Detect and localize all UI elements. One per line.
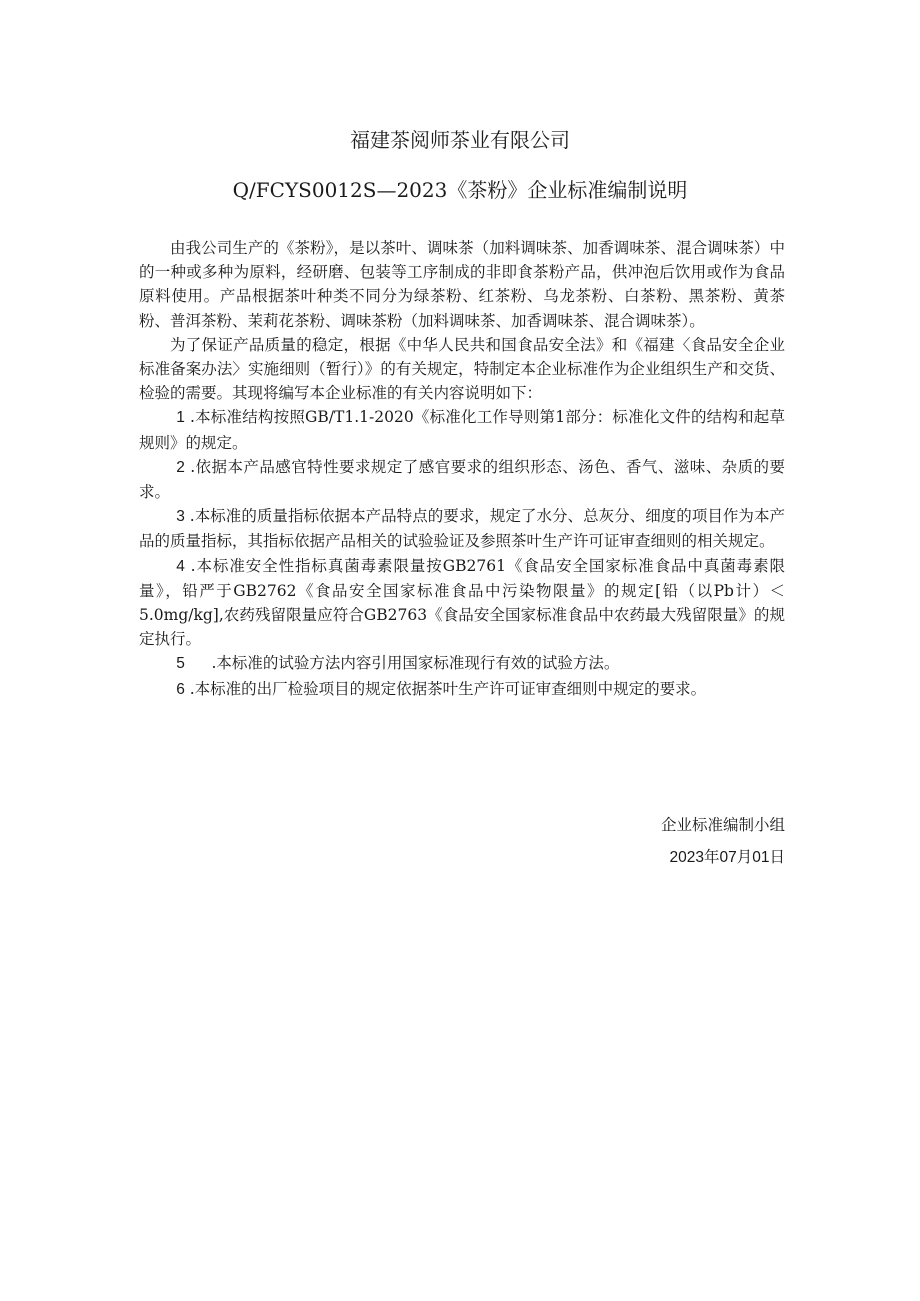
intro-paragraph-2: 为了保证产品质量的稳定，根据《中华人民共和国食品安全法》和《福建〈食品安全企业标准备案办法〉实施细则（暂行）》的有关规定，特制定本企业标准作为企业组织生产和交货、检验的需要。其现将编写本企业标准的有关内容说明如下： xyxy=(139,335,785,403)
item-text: .本标准的试验方法内容引用国家标准现行有效的试验方法。 xyxy=(211,654,620,673)
item-text: .本标准结构按照GB/T1.1-2020《标准化工作导则第1部分：标准化文件的结构和起草规则》的规定。 xyxy=(139,408,785,452)
item-text: .本标准安全性指标真菌毒素限量按GB2761《食品安全国家标准食品中真菌毒素限量》，铅严于GB2762《食品安全国家标准食品中污染物限量》的规定[铅（以Pb计）＜5.0mg/kg],农药残留限量应符合GB2763《食品安全国家标准食品中农药最大残留限量》的规定执行。 xyxy=(139,556,785,649)
list-item-1 xyxy=(139,405,785,454)
item-number: 5 xyxy=(176,655,185,673)
intro-paragraph-1: 由我公司生产的《茶粉》，是以茶叶、调味茶（加料调味茶、加香调味茶、混合调味茶）中的一种或多种为原料，经研磨、包装等工序制成的非即食茶粉产品，供冲泡后饮用或作为食品原料使用。产品根据茶叶种类不同分为绿茶粉、红茶粉、乌龙茶粉、白茶粉、黑茶粉、黄茶粉、普洱茶粉、茉莉花茶粉、调味茶粉（加料调味茶、加香调味茶、混合调味茶）。 xyxy=(139,239,785,330)
list-item-3 xyxy=(139,504,785,553)
item-text: .依据本产品感官特性要求规定了感官要求的组织形态、汤色、香气、滋味、杂质的要求。 xyxy=(139,457,785,502)
list-item-5 xyxy=(139,651,785,676)
item-text: .本标准的质量指标依据本产品特点的要求，规定了水分、总灰分、细度的项目作为本产品的质量指标，其指标依据产品相关的试验验证及参照茶叶生产许可证审查细则的相关规定。 xyxy=(139,507,785,551)
list-item-2 xyxy=(139,455,785,504)
signature-date: 2023年07月01日 xyxy=(669,849,785,866)
document-title: Q/FCYS0012S—2023《茶粉》企业标准编制说明 xyxy=(232,178,688,202)
list-item-4 xyxy=(139,554,785,652)
item-text: .本标准的出厂检验项目的规定依据茶叶生产许可证审查细则中规定的要求。 xyxy=(189,679,707,698)
item-number: 4 xyxy=(176,557,185,575)
item-number: 6 xyxy=(176,680,185,698)
signature-group: 企业标准编制小组 xyxy=(660,816,785,834)
company-name: 福建茶阅师茶业有限公司 xyxy=(350,128,570,152)
item-number: 2 xyxy=(176,458,185,476)
list-item-6 xyxy=(139,677,785,702)
document-body xyxy=(139,236,785,702)
item-number: 3 xyxy=(176,508,185,526)
item-number: 1 xyxy=(176,409,185,427)
